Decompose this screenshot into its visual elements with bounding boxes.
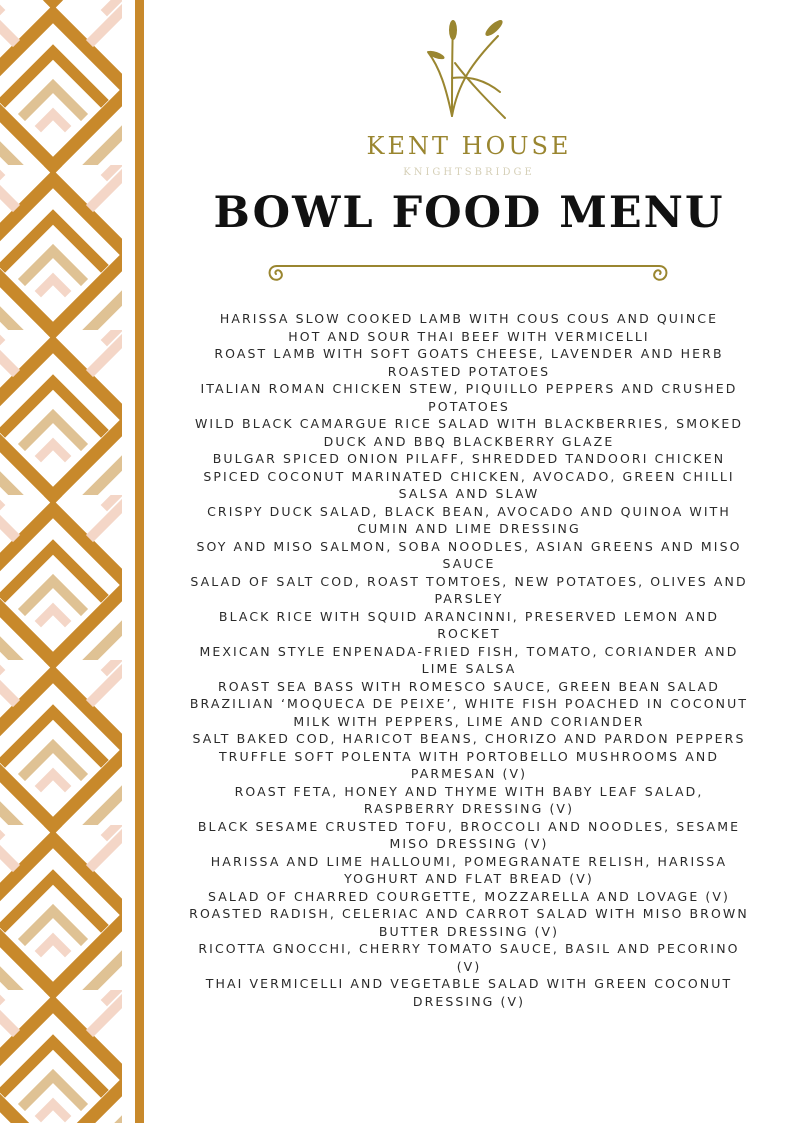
menu-item: BLACK RICE WITH SQUID ARANCINNI, PRESERVED LEMON AND ROCKET	[218, 608, 720, 641]
brand-subtitle: KNIGHTSBRIDGE	[403, 167, 535, 178]
menu-item: BULGAR SPICED ONION PILAFF, SHREDDED TANDOORI CHICKEN	[212, 451, 726, 466]
wheat-reed-icon	[0, 8, 794, 123]
menu-item: ROAST LAMB WITH SOFT GOATS CHEESE, LAVENDER AND HERB ROASTED POTATOES	[214, 346, 724, 379]
page-title: BOWL FOOD MENU	[213, 188, 725, 238]
gold-side-stripe	[135, 0, 144, 1123]
menu-item: RICOTTA GNOCCHI, CHERRY TOMATO SAUCE, BASIL AND PECORINO (V)	[198, 941, 740, 974]
menu-item: SALT BAKED COD, HARICOT BEANS, CHORIZO AND PARDON PEPPERS	[192, 731, 746, 746]
menu-list	[186, 310, 752, 1010]
menu-item: MEXICAN STYLE ENPENADA-FRIED FISH, TOMATO, CORIANDER AND LIME SALSA	[199, 643, 739, 676]
menu-item: BLACK SESAME CRUSTED TOFU, BROCCOLI AND NOODLES, SESAME MISO DRESSING (V)	[197, 818, 741, 851]
menu-item: THAI VERMICELLI AND VEGETABLE SALAD WITH GREEN COCONUT DRESSING (V)	[205, 976, 733, 1009]
scroll-divider-icon	[265, 261, 671, 285]
menu-item: HOT AND SOUR THAI BEEF WITH VERMICELLI	[288, 328, 650, 344]
menu-item: HARISSA AND LIME HALLOUMI, POMEGRANATE RELISH, HARISSA YOGHURT AND FLAT BREAD (V)	[210, 853, 728, 886]
menu-item: CRISPY DUCK SALAD, BLACK BEAN, AVOCADO AND QUINOA WITH CUMIN AND LIME DRESSING	[207, 503, 731, 536]
brand-name: KENT HOUSE	[366, 132, 572, 160]
menu-item: ROASTED RADISH, CELERIAC AND CARROT SALAD WITH MISO BROWN BUTTER DRESSING (V)	[189, 906, 749, 939]
menu-item: SALAD OF SALT COD, ROAST TOMTOES, NEW POTATOES, OLIVES AND PARSLEY	[190, 573, 748, 606]
menu-item: HARISSA SLOW COOKED LAMB WITH COUS COUS AND QUINCE	[219, 311, 719, 326]
menu-item: BRAZILIAN ‘MOQUECA DE PEIXE’, WHITE FISH POACHED IN COCONUT MILK WITH PEPPERS, LIME AND CORIANDER	[189, 696, 749, 729]
menu-item: TRUFFLE SOFT POLENTA WITH PORTOBELLO MUSHROOMS AND PARMESAN (V)	[218, 748, 720, 781]
menu-item: ITALIAN ROMAN CHICKEN STEW, PIQUILLO PEPPERS AND CRUSHED POTATOES	[200, 381, 738, 414]
menu-item: WILD BLACK CAMARGUE RICE SALAD WITH BLACKBERRIES, SMOKED DUCK AND BBQ BLACKBERRY GLAZE	[194, 416, 744, 449]
chevron-pattern	[0, 0, 122, 1123]
menu-item: ROAST SEA BASS WITH ROMESCO SAUCE, GREEN BEAN SALAD	[218, 678, 720, 694]
menu-item: ROAST FETA, HONEY AND THYME WITH BABY LEAF SALAD, RASPBERRY DRESSING (V)	[234, 783, 704, 816]
menu-item: SALAD OF CHARRED COURGETTE, MOZZARELLA AND LOVAGE (V)	[207, 888, 731, 904]
menu-item: SOY AND MISO SALMON, SOBA NOODLES, ASIAN GREENS AND MISO SAUCE	[196, 538, 742, 571]
menu-item: SPICED COCONUT MARINATED CHICKEN, AVOCADO, GREEN CHILLI SALSA AND SLAW	[203, 468, 735, 501]
